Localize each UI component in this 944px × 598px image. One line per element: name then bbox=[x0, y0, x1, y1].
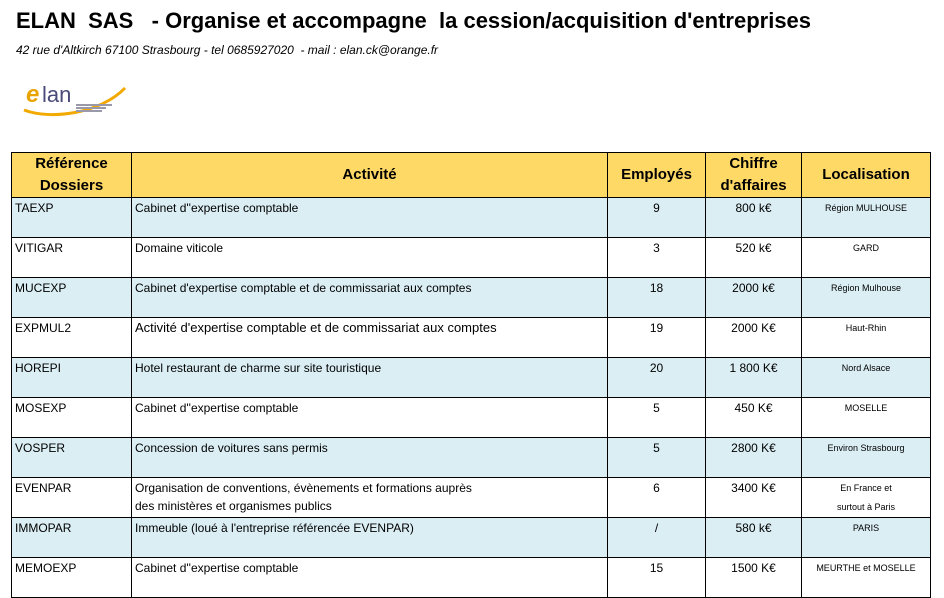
cell-employes: 6 bbox=[608, 478, 706, 518]
cell-chiffre-affaires: 3400 K€ bbox=[706, 478, 802, 518]
page-title: ELAN SAS - Organise et accompagne la cession/acquisition d'entreprises bbox=[16, 8, 812, 33]
cell-localisation: PARIS bbox=[802, 518, 931, 558]
cell-employes: 19 bbox=[608, 318, 706, 358]
cell-employes: 20 bbox=[608, 358, 706, 398]
cell-employes: 15 bbox=[608, 558, 706, 598]
cell-chiffre-affaires: 2800 K€ bbox=[706, 438, 802, 478]
cell-activite: Organisation de conventions, évènements et formations auprès des ministères et organismes publics bbox=[132, 478, 608, 518]
cell-localisation: MOSELLE bbox=[802, 398, 931, 438]
cell-chiffre-affaires: 1 800 K€ bbox=[706, 358, 802, 398]
cell-reference: HOREPI bbox=[12, 358, 132, 398]
table-row bbox=[12, 558, 931, 598]
header-reference: Référence Dossiers bbox=[12, 153, 132, 198]
svg-text:e: e bbox=[26, 81, 40, 108]
contact-info: 42 rue d'Altkirch 67100 Strasbourg - tel 0685927020 - mail : elan.ck@orange.fr bbox=[16, 43, 439, 57]
table-row bbox=[12, 238, 931, 278]
cell-reference: TAEXP bbox=[12, 198, 132, 238]
cell-chiffre-affaires: 2000 K€ bbox=[706, 318, 802, 358]
cell-activite: Immeuble (loué à l'entreprise référencée EVENPAR) bbox=[132, 518, 608, 558]
cell-reference: IMMOPAR bbox=[12, 518, 132, 558]
cell-activite: Activité d'expertise comptable et de commissariat aux comptes bbox=[132, 318, 608, 358]
cell-localisation: En France et surtout à Paris bbox=[802, 478, 931, 518]
table-row bbox=[12, 318, 931, 358]
header-employes: Employés bbox=[608, 153, 706, 198]
header-localisation: Localisation bbox=[802, 153, 931, 198]
cell-reference: EXPMUL2 bbox=[12, 318, 132, 358]
cell-localisation: MEURTHE et MOSELLE bbox=[802, 558, 931, 598]
cell-reference: VITIGAR bbox=[12, 238, 132, 278]
header-activite: Activité bbox=[132, 153, 608, 198]
cell-reference: MUCEXP bbox=[12, 278, 132, 318]
cell-reference: VOSPER bbox=[12, 438, 132, 478]
cell-activite: Cabinet d''expertise comptable bbox=[132, 558, 608, 598]
table-row bbox=[12, 198, 931, 238]
cell-chiffre-affaires: 2000 k€ bbox=[706, 278, 802, 318]
elan-logo bbox=[20, 76, 140, 120]
cell-localisation: Environ Strasbourg bbox=[802, 438, 931, 478]
cell-chiffre-affaires: 450 K€ bbox=[706, 398, 802, 438]
cell-employes: 3 bbox=[608, 238, 706, 278]
table-row bbox=[12, 478, 931, 518]
cell-activite: Domaine viticole bbox=[132, 238, 608, 278]
cell-reference: MEMOEXP bbox=[12, 558, 132, 598]
cell-chiffre-affaires: 800 k€ bbox=[706, 198, 802, 238]
cell-employes: 5 bbox=[608, 438, 706, 478]
cell-chiffre-affaires: 520 k€ bbox=[706, 238, 802, 278]
cell-activite: Cabinet d''expertise comptable bbox=[132, 198, 608, 238]
table-row bbox=[12, 278, 931, 318]
table-header-row bbox=[12, 153, 931, 198]
cell-activite: Concession de voitures sans permis bbox=[132, 438, 608, 478]
header-chiffre-affaires: Chiffre d'affaires bbox=[706, 153, 802, 198]
cell-localisation: GARD bbox=[802, 238, 931, 278]
cell-employes: / bbox=[608, 518, 706, 558]
cell-reference: MOSEXP bbox=[12, 398, 132, 438]
table-row bbox=[12, 438, 931, 478]
cell-localisation: Région Mulhouse bbox=[802, 278, 931, 318]
cell-chiffre-affaires: 580 k€ bbox=[706, 518, 802, 558]
cell-employes: 18 bbox=[608, 278, 706, 318]
cell-employes: 9 bbox=[608, 198, 706, 238]
dossiers-table bbox=[11, 152, 931, 598]
cell-reference: EVENPAR bbox=[12, 478, 132, 518]
cell-activite: Cabinet d'expertise comptable et de commissariat aux comptes bbox=[132, 278, 608, 318]
table-row bbox=[12, 358, 931, 398]
table-row bbox=[12, 518, 931, 558]
cell-localisation: Nord Alsace bbox=[802, 358, 931, 398]
table-row bbox=[12, 398, 931, 438]
svg-text:lan: lan bbox=[42, 82, 72, 107]
cell-localisation: Région MULHOUSE bbox=[802, 198, 931, 238]
cell-activite: Hotel restaurant de charme sur site touristique bbox=[132, 358, 608, 398]
cell-employes: 5 bbox=[608, 398, 706, 438]
cell-localisation: Haut-Rhin bbox=[802, 318, 931, 358]
cell-activite: Cabinet d''expertise comptable bbox=[132, 398, 608, 438]
cell-chiffre-affaires: 1500 K€ bbox=[706, 558, 802, 598]
